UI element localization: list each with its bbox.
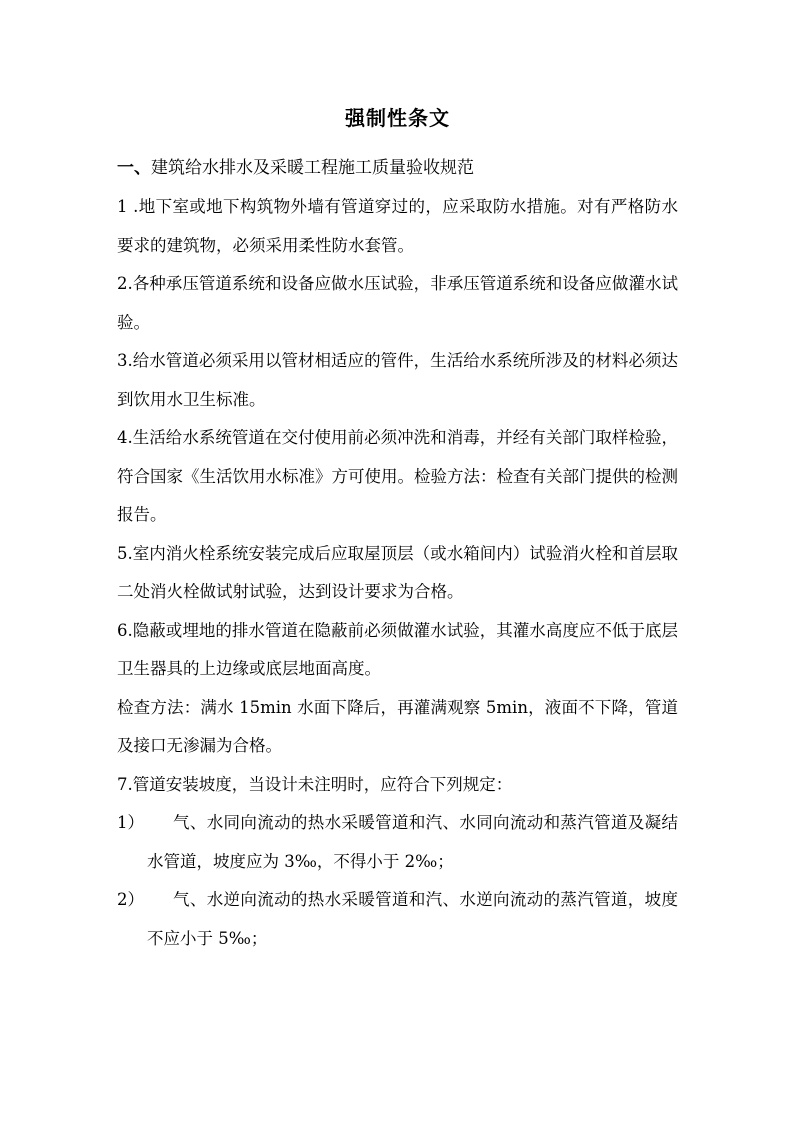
section-heading xyxy=(117,150,678,186)
document-title: 强制性条文 xyxy=(345,106,450,130)
list-item-1 xyxy=(117,804,678,881)
paragraph-3: 3.给水管道必须采用以管材相适应的管件，生活给水系统所涉及的材料必须达到饮用水卫生标准。 xyxy=(117,351,678,409)
paragraph-4: 4.生活给水系统管道在交付使用前必须冲洗和消毒，并经有关部门取样检验，符合国家《生活饮用水标准》方可使用。检验方法：检查有关部门提供的检测报告。 xyxy=(117,428,678,524)
list-marker-1: 1） xyxy=(117,813,144,832)
section-title: 建筑给水排水及采暖工程施工质量验收规范 xyxy=(151,158,474,178)
paragraph-6: 6.隐蔽或埋地的排水管道在隐蔽前必须做灌水试验，其灌水高度应不低于底层卫生器具的上边缘或底层地面高度。 xyxy=(117,620,678,678)
list-text-2: 气、水逆向流动的热水采暖管道和汽、水逆向流动的蒸汽管道，坡度不应小于 5‰； xyxy=(147,890,678,948)
paragraph-inspection-method: 检查方法：满水 15min 水面下降后，再灌满观察 5min，液面不下降，管道及接口无渗漏为合格。 xyxy=(117,697,678,755)
paragraph-1: 1 .地下室或地下构筑物外墙有管道穿过的，应采取防水措施。对有严格防水要求的建筑物，必须采用柔性防水套管。 xyxy=(117,197,678,255)
section-number: 一、 xyxy=(117,158,151,178)
paragraph-2: 2.各种承压管道系统和设备应做水压试验，非承压管道系统和设备应做灌水试验。 xyxy=(117,274,678,332)
list-text-1: 气、水同向流动的热水采暖管道和汽、水同向流动和蒸汽管道及凝结水管道，坡度应为 3‰，不得小于 2‰； xyxy=(147,813,678,871)
paragraph-7: 7.管道安装坡度，当设计未注明时，应符合下列规定： xyxy=(117,774,513,794)
document-page xyxy=(117,100,678,958)
paragraph-5: 5.室内消火栓系统安装完成后应取屋顶层（或水箱间内）试验消火栓和首层取二处消火栓做试射试验，达到设计要求为合格。 xyxy=(117,543,678,601)
list-marker-2: 2） xyxy=(117,890,144,909)
list-item-2 xyxy=(117,881,678,958)
